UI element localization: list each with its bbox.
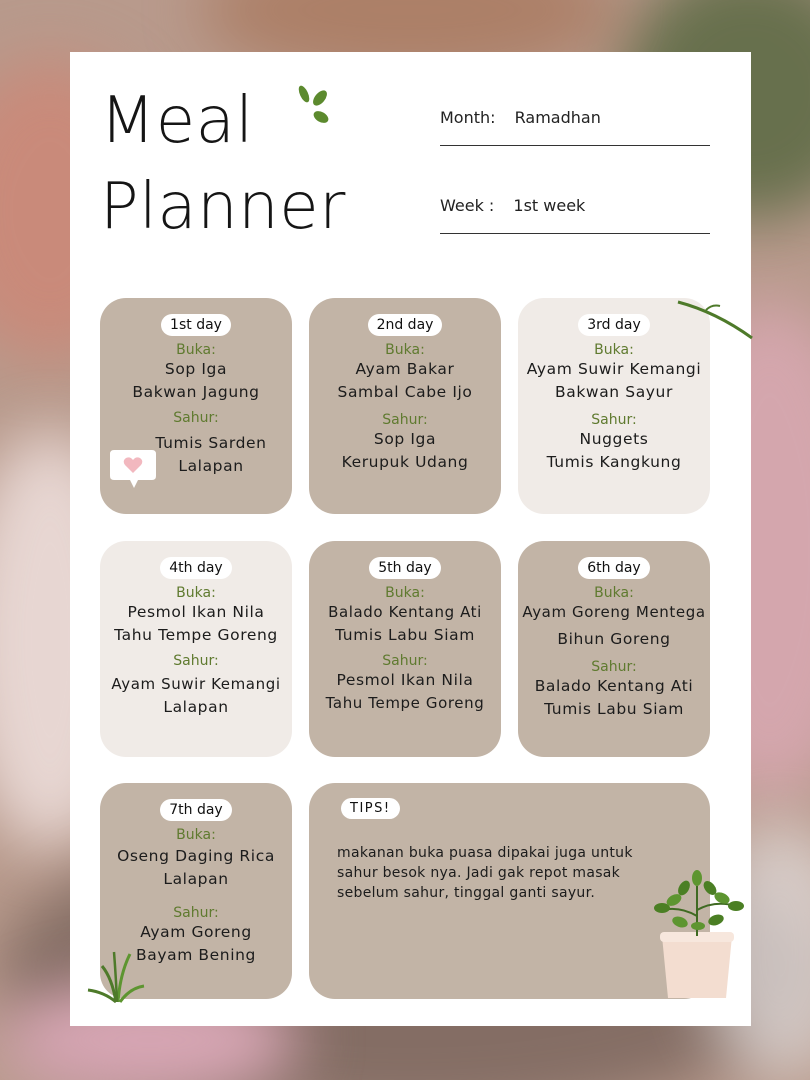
sahur-label: Sahur: [173,905,219,921]
sahur-item: Tumis Labu Siam [544,700,684,718]
buka-item: Sop Iga [164,360,228,378]
sahur-item: Balado Kentang Ati [534,677,694,695]
sahur-item: Lalapan [178,457,244,475]
tips-label: TIPS! [341,798,400,819]
day-card-5 [309,541,501,757]
sahur-item: Tumis Sarden [155,434,267,452]
buka-item: Tahu Tempe Goreng [114,626,278,644]
sahur-label: Sahur: [173,410,219,426]
buka-label: Buka: [176,827,216,843]
title-line-1: Meal [100,84,254,158]
day-label: 6th day [578,557,649,579]
sahur-item: Kerupuk Udang [341,453,469,471]
buka-item: Oseng Daging Rica [117,847,275,865]
sahur-label: Sahur: [382,653,428,669]
grass-tuft-icon [86,948,146,1004]
day-card-4 [100,541,292,757]
month-underline [440,145,710,146]
buka-item: Ayam Goreng Mentega [522,603,706,621]
sahur-item: Lalapan [163,698,229,716]
month-value: Ramadhan [514,108,601,127]
potted-plant-icon [640,866,750,1002]
week-underline [440,233,710,234]
leaf-sprig-icon [296,84,336,128]
title-line-2: Planner [100,170,346,244]
heart-speech-bubble-icon [108,446,158,492]
sahur-label: Sahur: [382,412,428,428]
week-label: Week : [440,196,495,215]
buka-label: Buka: [385,342,425,358]
sahur-item: Tumis Kangkung [546,453,682,471]
day-label: 1st day [161,314,231,336]
sahur-label: Sahur: [591,659,637,675]
buka-label: Buka: [176,342,216,358]
month-label: Month: [440,108,496,127]
buka-item: Pesmol Ikan Nila [127,603,265,621]
buka-item: Sambal Cabe Ijo [337,383,473,401]
branch-icon [676,298,756,342]
day-label: 2nd day [368,314,443,336]
buka-item: Lalapan [163,870,229,888]
buka-label: Buka: [385,585,425,601]
buka-item: Bakwan Jagung [132,383,260,401]
buka-label: Buka: [594,342,634,358]
sahur-item: Sop Iga [373,430,437,448]
day-label: 7th day [160,799,231,821]
buka-label: Buka: [594,585,634,601]
day-card-6 [518,541,710,757]
sahur-item: Tahu Tempe Goreng [325,694,485,712]
day-label: 3rd day [578,314,650,336]
buka-item: Ayam Bakar [355,360,455,378]
day-label: 5th day [369,557,440,579]
month-field [440,108,710,127]
buka-label: Buka: [176,585,216,601]
sahur-item: Bayam Bening [136,946,256,964]
week-field [440,196,710,215]
sahur-label: Sahur: [591,412,637,428]
day-card-2 [309,298,501,514]
sahur-item: Ayam Suwir Kemangi [111,675,281,693]
buka-item: Bakwan Sayur [555,383,673,401]
sahur-item: Ayam Goreng [140,923,252,941]
sahur-item: Nuggets [579,430,649,448]
buka-item: Tumis Labu Siam [335,626,475,644]
day-label: 4th day [160,557,231,579]
tips-text: makanan buka puasa dipakai juga untuk sahur besok nya. Jadi gak repot masak sebelum sahur, tinggal ganti sayur. [337,845,633,901]
sahur-item: Pesmol Ikan Nila [336,671,474,689]
buka-item: Balado Kentang Ati [328,603,482,621]
buka-item: Ayam Suwir Kemangi [526,360,702,378]
sahur-label: Sahur: [173,653,219,669]
buka-item: Bihun Goreng [557,630,671,648]
week-value: 1st week [513,196,586,215]
